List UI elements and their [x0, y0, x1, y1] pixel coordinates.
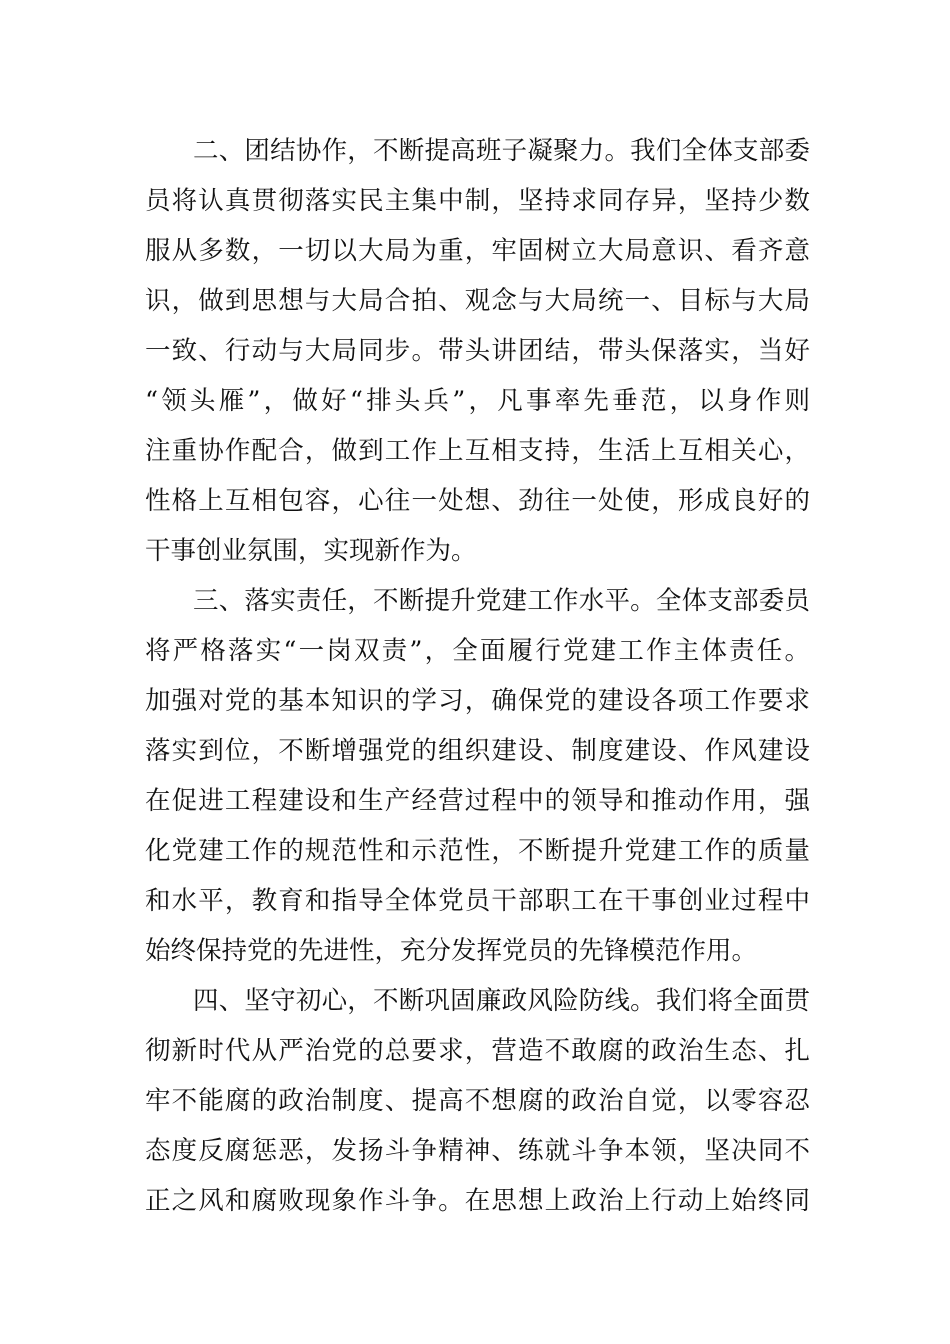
paragraph-3-line-3: 加强对党的基本知识的学习，确保党的建设各项工作要求	[145, 686, 810, 716]
paragraph-2-line-7: 注重协作配合，做到工作上互相支持，生活上互相关心，	[145, 436, 810, 466]
paragraph-3-line-2: 将严格落实“一岗双责”，全面履行党建工作主体责任。	[145, 636, 810, 666]
paragraph-3-line-5: 在促进工程建设和生产经营过程中的领导和推动作用，强	[145, 786, 810, 816]
paragraph-2-line-1: 二、团结协作，不断提高班子凝聚力。我们全体支部委	[193, 136, 810, 166]
paragraph-2-line-6: “领头雁”，做好“排头兵”，凡事率先垂范，以身作则	[145, 386, 810, 416]
paragraph-2-line-4: 识，做到思想与大局合拍、观念与大局统一、目标与大局	[145, 286, 810, 316]
paragraph-4-line-2: 彻新时代从严治党的总要求，营造不敢腐的政治生态、扎	[145, 1036, 810, 1066]
paragraph-3-line-7: 和水平，教育和指导全体党员干部职工在干事创业过程中	[145, 886, 810, 916]
paragraph-4-line-3: 牢不能腐的政治制度、提高不想腐的政治自觉，以零容忍	[145, 1086, 810, 1116]
paragraph-2-line-8: 性格上互相包容，心往一处想、劲往一处使，形成良好的	[145, 486, 810, 516]
paragraph-4-line-1: 四、坚守初心，不断巩固廉政风险防线。我们将全面贯	[193, 986, 810, 1016]
paragraph-2-line-3: 服从多数，一切以大局为重，牢固树立大局意识、看齐意	[145, 236, 810, 266]
paragraph-2-line-2: 员将认真贯彻落实民主集中制，坚持求同存异，坚持少数	[145, 186, 810, 216]
paragraph-4-line-4: 态度反腐惩恶，发扬斗争精神、练就斗争本领，坚决同不	[145, 1136, 810, 1166]
paragraph-3-line-8: 始终保持党的先进性，充分发挥党员的先锋模范作用。	[145, 936, 758, 966]
paragraph-2-line-9: 干事创业氛围，实现新作为。	[145, 536, 477, 566]
paragraph-4-line-5: 正之风和腐败现象作斗争。在思想上政治上行动上始终同	[145, 1186, 810, 1216]
paragraph-3-line-1: 三、落实责任，不断提升党建工作水平。全体支部委员	[193, 586, 810, 616]
paragraph-3-line-4: 落实到位，不断增强党的组织建设、制度建设、作风建设	[145, 736, 810, 766]
paragraph-2-line-5: 一致、行动与大局同步。带头讲团结，带头保落实，当好	[145, 336, 810, 366]
paragraph-3-line-6: 化党建工作的规范性和示范性，不断提升党建工作的质量	[145, 836, 810, 866]
